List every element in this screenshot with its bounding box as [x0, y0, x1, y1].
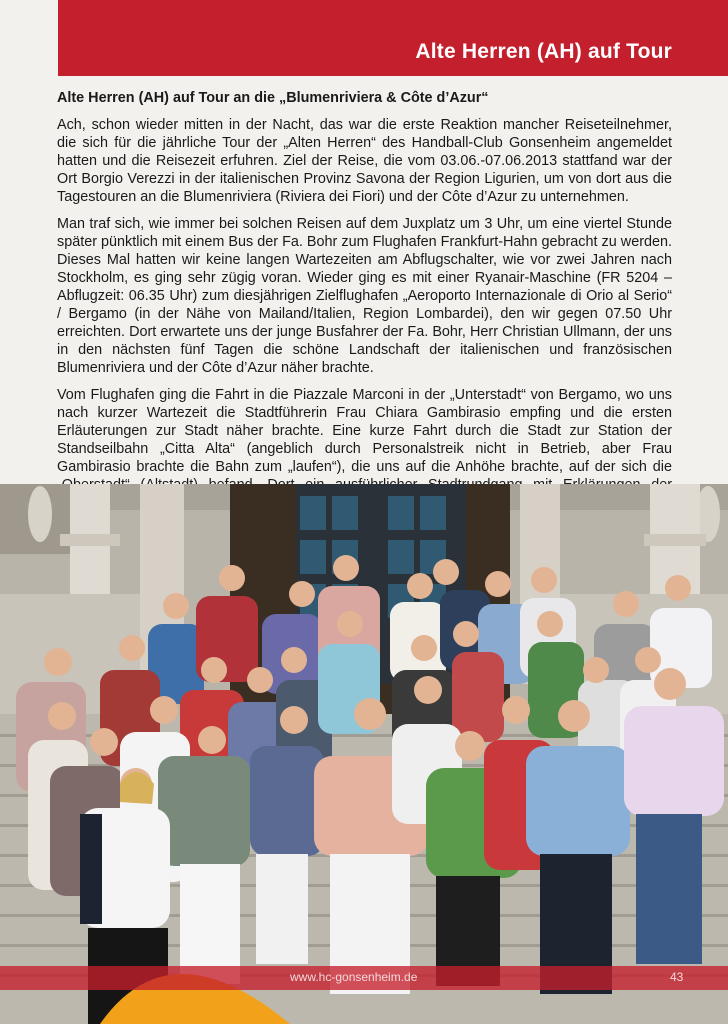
article-paragraph-2: Man traf sich, wie immer bei solchen Reisen auf dem Juxplatz um 3 Uhr, um eine viertel Stunde später pünktlich mit einem Bus der Fa. Bohr zum Flughafen Frankfurt-Hahn gebracht zu werden. Dieses Mal hatten wir keine langen Wartezeiten am Abflugschalter, wie vor zwei Jahren nach Stockholm, es ging sehr zügig voran. Wieder ging es mit einer Ryanair-Maschine (FR 5204 – Abflugzeit: 06.35 Uhr) zum diesjährigen Zielflughafen „Aeroporto Internazionale di Orio al Serio“ / Bergamo (in der Nähe von Mailand/Italien, Region Lombardei), den wir gegen 07.50 Uhr erreichten. Dort erwartete uns der junge Busfahrer der Fa. Bohr, Herr Christian Ullmann, der uns in den nächsten fünf Tagen die schöne Landschaft der italienischen und französischen Blumenriviera und der Côte d’Azur näher brachte.	[57, 216, 672, 376]
statue-left	[28, 486, 52, 542]
group-photo-illustration	[0, 484, 728, 1024]
footer-website: www.hc-gonsenheim.de	[290, 970, 418, 984]
footer-band	[0, 966, 728, 990]
page-title: Alte Herren (AH) auf Tour	[415, 40, 672, 63]
article-paragraph-1: Ach, schon wieder mitten in der Nacht, das war die erste Reaktion mancher Reiseteilnehmer, die sich für die jährliche Tour der „Alten Herren“ des Handball-Club Gonsenheim angemeldet hatten und die Reisezeit erfuhren. Ziel der Reise, die vom 03.06.-07.06.2013 stattfand war der Ort Borgio Verezzi in der italienischen Provinz Savona der Region Ligurien, um von dort aus die Tagestouren an die Blumenriviera (Riviera dei Fiori) und der Côte d’Azur zu unternehmen.	[57, 117, 672, 205]
article-heading: Alte Herren (AH) auf Tour an die „Blumenriviera & Côte d’Azur“	[57, 90, 489, 106]
page-number: 43	[670, 970, 684, 984]
header-banner	[58, 0, 728, 76]
article	[57, 89, 672, 494]
group-photo	[0, 484, 728, 1024]
article-paragraph-3: Vom Flughafen ging die Fahrt in die Piazzale Marconi in der „Unterstadt“ von Bergamo, wo uns nach kurzer Wartezeit die Stadtführerin Frau Chiara Gambirasio empfing und die ersten Erläuterungen zur Stadt näher brachte. Eine kurze Fahrt durch die Stadt zur Station der Standseilbahn „Citta Alta“ (angeblich durch Personalstreik nicht in Betrieb, aber Frau Gambirasio brachte die Bahn zum „laufen“), die uns auf die Anhöhe brachte, auf der sich die	[57, 387, 672, 475]
